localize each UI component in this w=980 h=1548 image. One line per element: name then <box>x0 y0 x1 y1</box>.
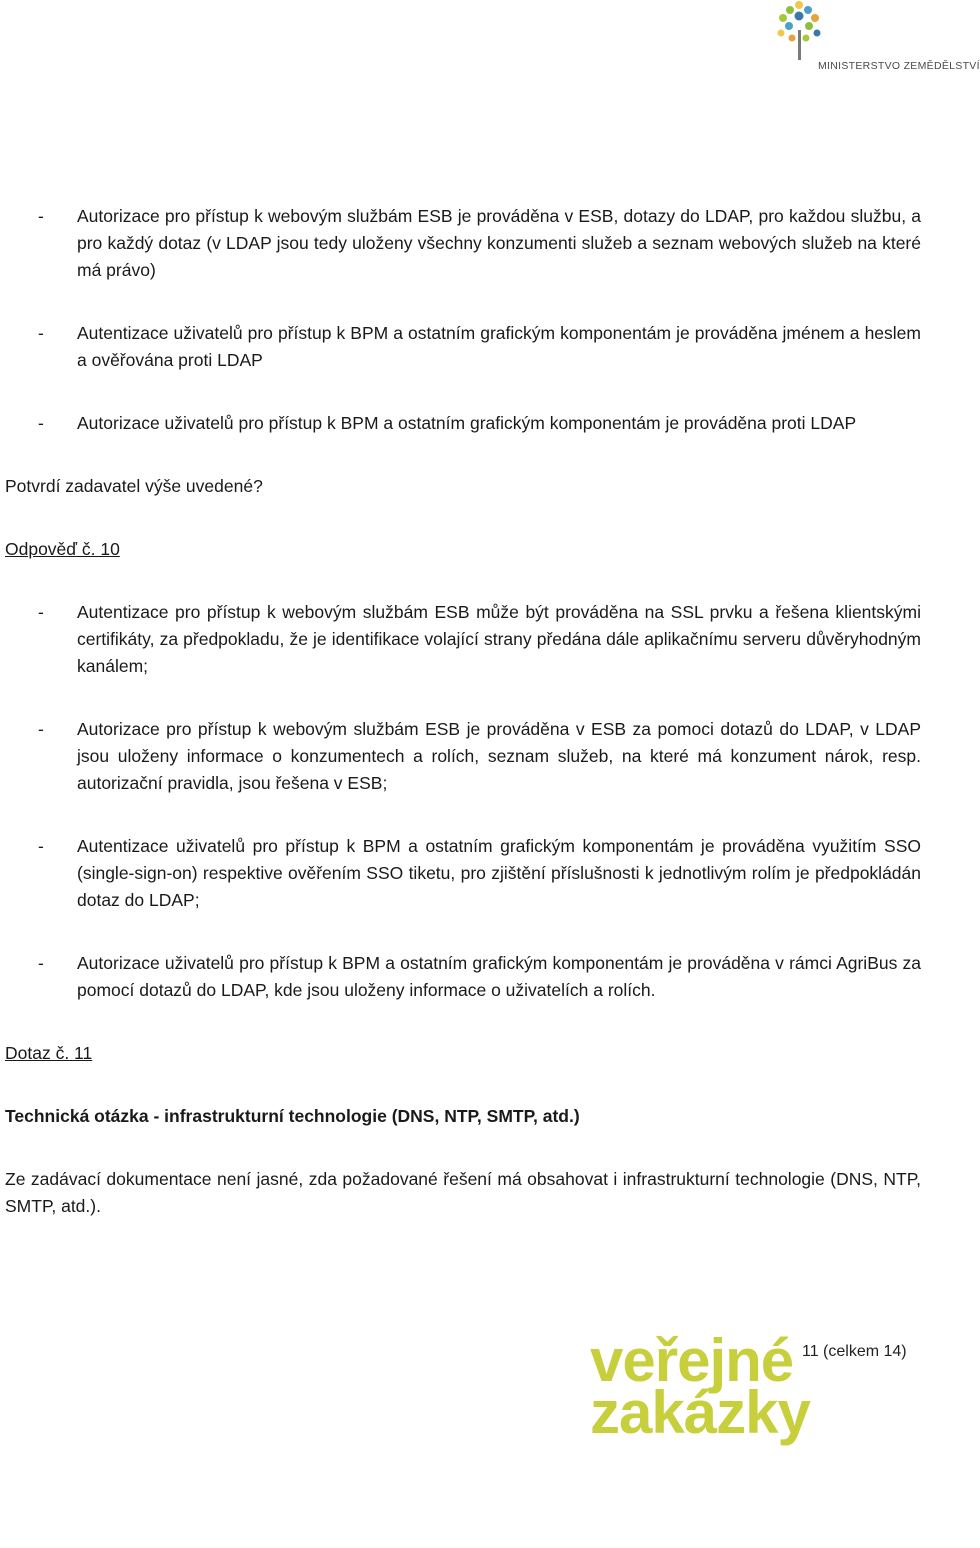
dash: - <box>38 602 44 622</box>
list-item-text: Autentizace uživatelů pro přístup k BPM a ostatním grafickým komponentám je prováděna využitím SSO (single-sign-on) respektive ověřením SSO tiketu, pro zjištění příslušnosti k jednotlivým rolím je předpokládán dotaz do LDAP; <box>77 836 921 910</box>
list-item-text: Autorizace pro přístup k webovým službám ESB je prováděna v ESB, dotazy do LDAP, pro každou službu, a pro každý dotaz (v LDAP jsou tedy uloženy všechny konzumenti služeb a seznam webových služeb na které má právo) <box>77 206 921 280</box>
dash: - <box>38 719 44 739</box>
list-item <box>5 833 921 914</box>
dash: - <box>38 413 44 433</box>
list-item <box>5 599 921 680</box>
dash: - <box>38 836 44 856</box>
list-item <box>5 410 921 437</box>
dash: - <box>38 953 44 973</box>
document-body <box>5 203 921 1256</box>
list-item <box>5 950 921 1004</box>
logo-text: MINISTERSTVO ZEMĚDĚLSTVÍ <box>818 60 980 72</box>
page-number: 11 (celkem 14) <box>802 1343 907 1360</box>
list-item-text: Autorizace uživatelů pro přístup k BPM a ostatním grafickým komponentám je prováděna v rámci AgriBus za pomocí dotazů do LDAP, kde jsou uloženy informace o uživatelích a rolích. <box>77 953 921 1000</box>
tree-icon <box>775 0 825 62</box>
ministry-logo <box>775 0 980 80</box>
query-heading: Dotaz č. 11 <box>5 1043 93 1063</box>
list-item <box>5 320 921 374</box>
brand-line-1: veřejné <box>590 1327 794 1394</box>
list-item-text: Autorizace pro přístup k webovým službám ESB je prováděna v ESB za pomoci dotazů do LDAP, v LDAP jsou uloženy informace o konzumentech a rolích, seznam služeb, na které má konzument nárok, resp. autorizační pravidla, jsou řešena v ESB; <box>77 719 921 793</box>
list-item <box>5 203 921 284</box>
dash: - <box>38 323 44 343</box>
list-item-text: Autorizace uživatelů pro přístup k BPM a ostatním grafickým komponentám je prováděna proti LDAP <box>77 413 857 433</box>
answer-heading: Odpověď č. 10 <box>5 539 120 559</box>
list-item <box>5 716 921 797</box>
brand-line-2: zakázky <box>590 1379 810 1446</box>
query-title: Technická otázka - infrastrukturní technologie (DNS, NTP, SMTP, atd.) <box>5 1106 580 1126</box>
question-text: Potvrdí zadavatel výše uvedené? <box>5 476 263 496</box>
dash: - <box>38 206 44 226</box>
query-text: Ze zadávací dokumentace není jasné, zda požadované řešení má obsahovat i infrastrukturní technologie (DNS, NTP, SMTP, atd.). <box>5 1169 921 1216</box>
list-item-text: Autentizace uživatelů pro přístup k BPM a ostatním grafickým komponentám je prováděna jménem a heslem a ověřována proti LDAP <box>77 323 921 370</box>
list-item-text: Autentizace pro přístup k webovým službám ESB může být prováděna na SSL prvku a řešena klientskými certifikáty, za předpokladu, že je identifikace volající strany předána dále aplikačnímu serveru důvěryhodným kanálem; <box>77 602 921 676</box>
